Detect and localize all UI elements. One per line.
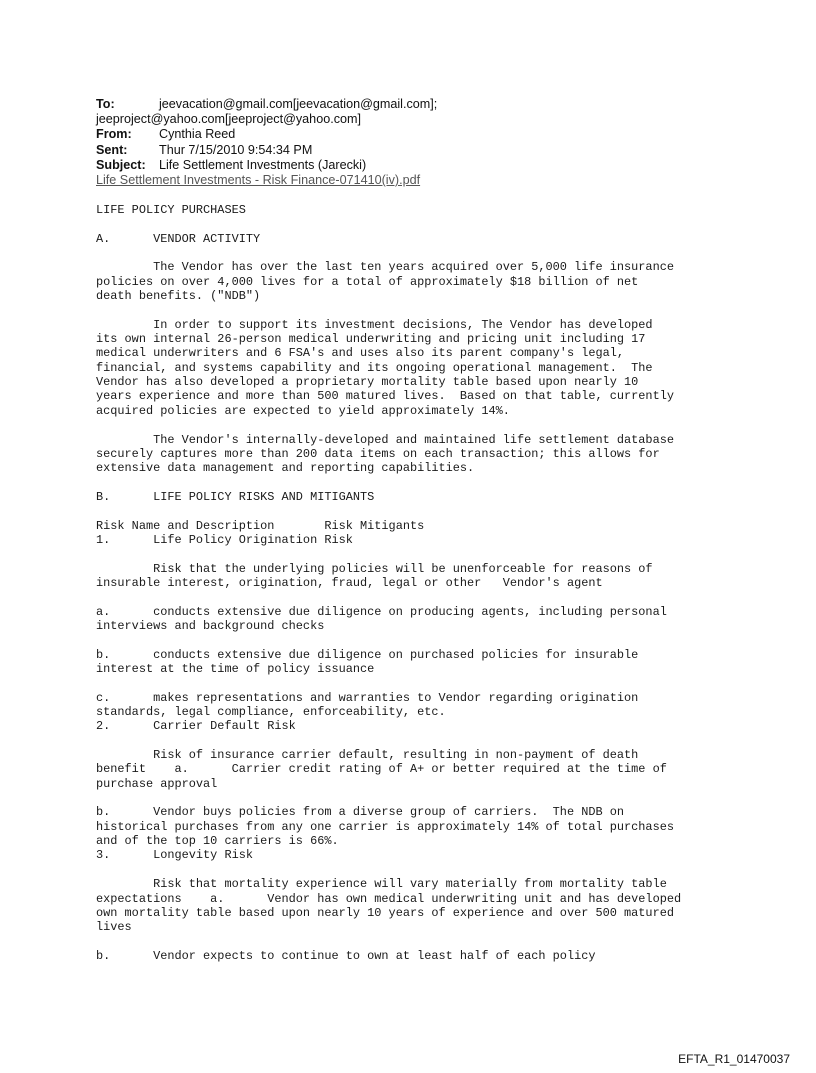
subject-label: Subject: <box>96 157 146 172</box>
sent-line <box>96 143 776 158</box>
sent-label: Sent: <box>96 142 128 157</box>
to-label: To: <box>96 97 115 111</box>
subject-line <box>96 158 776 173</box>
email-body-text: LIFE POLICY PURCHASES A. VENDOR ACTIVITY The Vendor has over the last ten years acquired over 5,000 life insurance policies on over 4,000 lives for a total of approximately $18 billion of net death benefits. ("NDB") In order to support its investment decisions, The Vendor has developed its own internal 26-person medical underwriting and pricing unit including 17 medical underwriters and 6 FSA's and uses also its parent company's legal, financial, and systems capability and its ongoing operational management. The Vendor has also developed a proprietary mortality table based upon nearly 10 years experience and more than 500 matured lives. Based on that table, currently acquired policies are expected to yield approximately 14%. The Vendor's internally-developed and maintained life settlement database securely captures more than 200 data items on each transaction; this allows for extensive data management and reporting capabilities. B. LIFE POLICY RISKS AND MITIGANTS Risk Name and Description Risk Mitigants 1. Life Policy Origination Risk Risk that the underlying policies will be unenforceable for reasons of insurable interest, origination, fraud, legal or other Vendor's agent a. conducts extensive due diligence on producing agents, including personal interviews and background checks b. conducts extensive due diligence on purchased policies for insurable interest at the time of policy issuance c. makes representations and warranties to Vendor regarding origination standards, legal compliance, enforceability, etc. 2. Carrier Default Risk Risk of insurance carrier default, resulting in non-payment of death benefit a. Carrier credit rating of A+ or better required at the time of purchase approval b. Vendor buys policies from a diverse group of carriers. The NDB on historical purchases from any one carrier is approximately 14% of total purchases and of the top 10 carriers is 66%. 3. Longevity Risk Risk that mortality experience will vary materially from mortality table expectations a. Vendor has own medical underwriting unit and has developed own mortality table based upon nearly 10 years of experience and over 500 matured lives b. Vendor expects to continue to own at least half of each policy <box>96 203 682 963</box>
to-value-line2: jeeproject@yahoo.com[jeeproject@yahoo.com] <box>96 112 361 127</box>
to-value-line1: jeevacation@gmail.com[jeevacation@gmail.com]; <box>159 97 438 111</box>
from-label: From: <box>96 127 132 142</box>
from-value: Cynthia Reed <box>159 127 236 142</box>
attachment-line <box>96 173 776 188</box>
subject-value: Life Settlement Investments (Jarecki) <box>159 157 367 172</box>
to-line <box>96 97 776 112</box>
document-id: EFTA_R1_01470037 <box>678 1052 790 1066</box>
sent-value: Thur 7/15/2010 9:54:34 PM <box>159 142 313 157</box>
email-header <box>96 97 776 188</box>
from-line <box>96 127 776 142</box>
attachment-link[interactable]: Life Settlement Investments - Risk Finance-071410(iv).pdf <box>96 173 421 188</box>
